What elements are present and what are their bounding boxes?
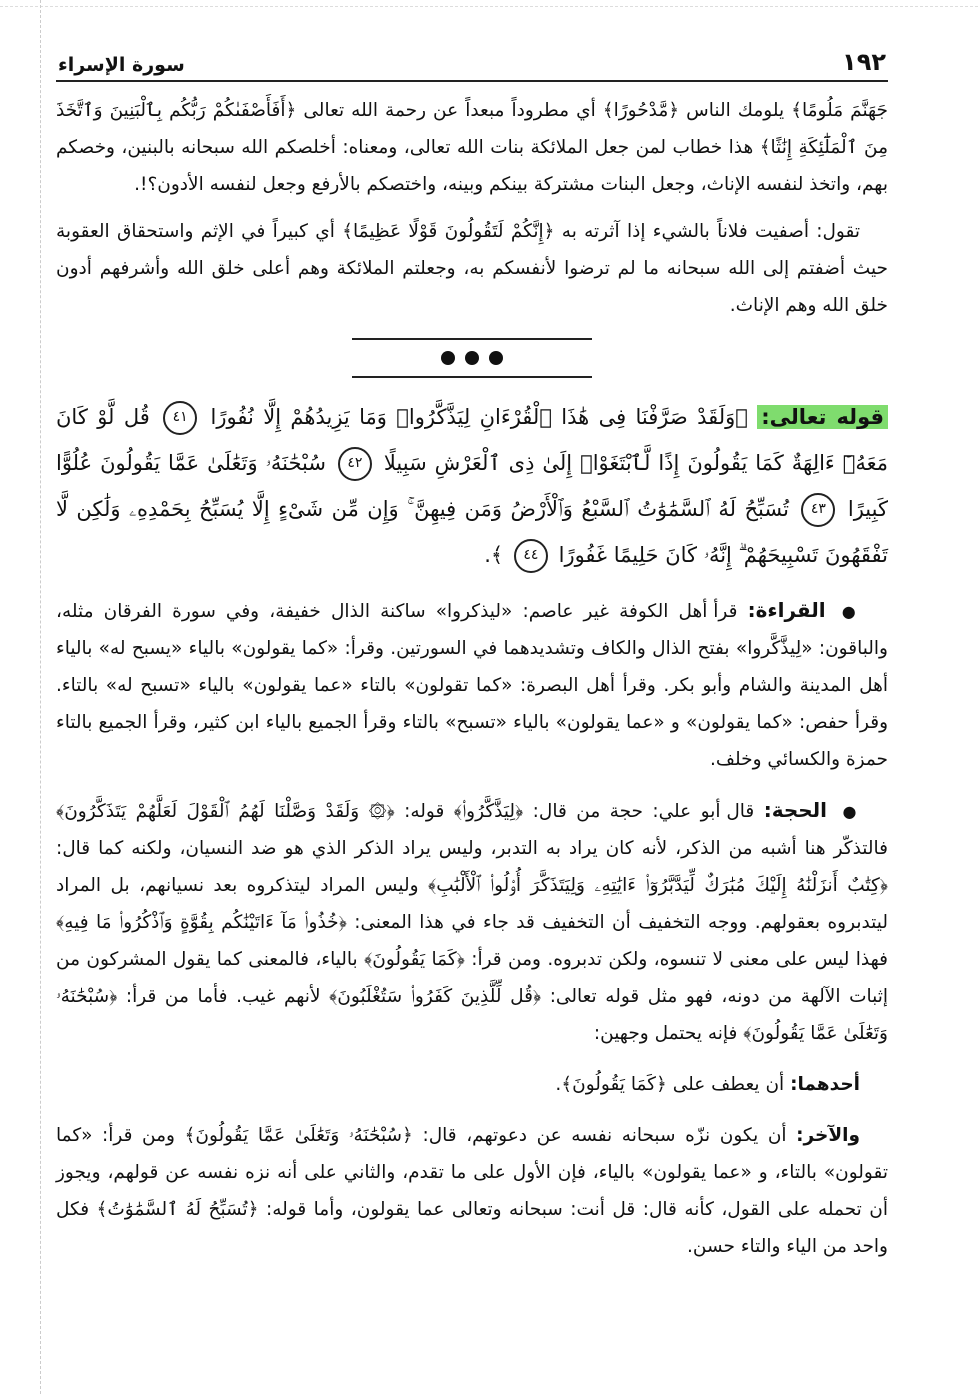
hujja-section <box>56 792 888 1052</box>
verse-text: سُبْحَٰنَهُۥ وَتَعَٰلَىٰ عَمَّا يَقُولُونَ عُلُوًّا كَبِيرًا <box>56 451 888 521</box>
qiraa-text: قرأ أهل الكوفة غير عاصم: «ليذكروا» ساكنة الذال خفيفة، وفي سورة الفرقان مثله، والباقون: «لِيذَّكَّروا» بفتح الذال والكاف وتشديدهما في السورتين. وقرأ: «كما يقولون» بالياء «يسبح له» بالياء أهل المدينة والشام وأبو بكر. وقرأ أهل البصرة: «كما تقولون» بالتاء «عما يقولون» بالياء «تسبح له» بالتاء. وقرأ حفص: «كما يقولون» و «عما يقولون» بالياء «تسبح» بالتاء وقرأ الجميع بالياء ابن كثير، وقرأ الجميع بالتاء حمزة والكسائي وخلف. <box>56 601 888 770</box>
paragraph: جَهَنَّمَ مَلُومًا﴾ يلومك الناس ﴿مَّدْحُورًا﴾ أي مطروداً مبعداً عن رحمة الله تعالى ﴿أَفَأَصْفَىٰكُمْ رَبُّكُم بِٱلْبَنِينَ وَٱتَّخَذَ مِنَ ٱلْمَلَٰٓئِكَةِ إِنَٰثًا﴾ هذا خطاب لمن جعل الملائكة بنات الله تعالى، ومعناه: أخلصكم الله سبحانه بالبنين، وخصكم بهم، واتخذ لنفسه الإناث، وجعل البنات مشتركة بينكم وبينه، واختصكم بالأرفع وجعل لنفسه الأدون؟!. <box>56 100 888 195</box>
verse-text: قُل لَّوْ كَانَ مَعَهُۥٓ ءَالِهَةٌ كَمَا يَقُولُونَ إِذًا لَّٱبْتَغَوْا۟ إِلَىٰ ذِى ٱلْعَرْشِ سَبِيلًا <box>56 405 888 475</box>
separator-dot <box>441 351 455 365</box>
page-left-edge <box>40 0 43 1394</box>
first-aspect <box>56 1066 888 1103</box>
ayah-number-marker: ٤١ <box>163 401 197 435</box>
verse-label: قوله تعالى: <box>757 405 888 429</box>
ayah-number-marker: ٤٣ <box>801 493 835 527</box>
second-aspect-text: أن يكون نزّه سبحانه نفسه عن دعوتهم، قال: ﴿سُبْحَٰنَهُۥ وَتَعَٰلَىٰ عَمَّا يَقُولُونَ﴾ ومن قرأ: «كما تقولون» بالتاء، و «عما يقولون» بالياء، فإن الأول على ما تقدم، والثاني على أنه نزه نفسه عن قولهم، ويجوز أن تحمله على القول، كأنه قال: قل أنت: سبحانه وتعالى عما يقولون، وأما قوله: ﴿تُسَبِّحُ لَهُ ٱلسَّمَٰوَٰتُ﴾ فكل واحد من الياء والتاء حسن. <box>56 1125 888 1257</box>
hujja-label: الحجة: <box>763 798 828 822</box>
separator-dot <box>489 351 503 365</box>
section-separator <box>352 338 592 378</box>
first-aspect-text: أن يعطف على ﴿كَمَا يَقُولُونَ﴾. <box>555 1074 785 1095</box>
verse-text: تُسَبِّحُ لَهُ ٱلسَّمَٰوَٰتُ ٱلسَّبْعُ وَٱلْأَرْضُ وَمَن فِيهِنَّ ۚ وَإِن مِّن شَىْءٍ إِلَّا يُسَبِّحُ بِحَمْدِهِۦ وَلَٰكِن لَّا تَفْقَهُونَ تَسْبِيحَهُمْ ۗ إِنَّهُۥ كَانَ حَلِيمًا غَفُورًا <box>56 497 888 567</box>
paragraph: تقول: أصفيت فلاناً بالشيء إذا آثرته به ﴿إِنَّكُمْ لَتَقُولُونَ قَوْلًا عَظِيمًا﴾ أي كبيراً في الإثم واستحقاق العقوبة حيث أضفتم إلى الله سبحانه ما لم ترضوا لأنفسكم به، وجعلتم الملائكة وهم أعلى خلق الله وأشرفهم أدون خلق الله وهم الإناث. <box>56 221 888 316</box>
second-aspect-label: والآخر: <box>796 1125 860 1146</box>
book-page <box>56 40 888 1265</box>
bullet-icon: ● <box>842 802 860 821</box>
second-aspect <box>56 1117 888 1265</box>
verse-text: ﴿وَلَقَدْ صَرَّفْنَا فِى هَٰذَا ٱلْقُرْءَانِ لِيَذَّكَّرُوا۟ وَمَا يَزِيدُهُمْ إِلَّا نُفُورًا <box>210 405 748 429</box>
quran-verse-block <box>56 394 888 578</box>
page-header <box>56 40 888 82</box>
first-aspect-label: أحدهما: <box>790 1074 860 1095</box>
surah-title: سورة الإسراء <box>58 54 185 76</box>
bullet-icon: ● <box>841 602 860 621</box>
separator-dot <box>465 351 479 365</box>
ayah-number-marker: ٤٢ <box>338 447 372 481</box>
ayah-number-marker: ٤٤ <box>514 539 548 573</box>
page-number: ١٩٢ <box>842 48 886 76</box>
hujja-text: قال أبو علي: حجة من قال: ﴿لِيَذَّكَّرُوا۟﴾ قوله: ﴿۞ وَلَقَدْ وَصَّلْنَا لَهُمُ ٱلْقَوْلَ لَعَلَّهُمْ يَتَذَكَّرُونَ﴾ فالتذكّر هنا أشبه من الذكر، لأنه كان يراد به التدبر، وليس يراد الذكر الذي هو ضد النسيان، ولكنه كما قال: ﴿كِتَٰبٌ أَنزَلْنَٰهُ إِلَيْكَ مُبَٰرَكٌ لِّيَدَّبَّرُوٓا۟ ءَايَٰتِهِۦ وَلِيَتَذَكَّرَ أُو۟لُوا۟ ٱلْأَلْبَٰبِ﴾ وليس المراد ليتذكروه بعد نسيانهم، بل المراد ليتدبروه بعقولهم. ووجه التخفيف أن التخفيف قد جاء في هذا المعنى: ﴿خُذُوا۟ مَآ ءَاتَيْنَٰكُم بِقُوَّةٍ وَٱذْكُرُوا۟ مَا فِيهِ﴾ فهذا ليس على معنى لا تنسوه، ولكن تدبروه. ومن قرأ: ﴿كَمَا يَقُولُونَ﴾ بالياء، فالمعنى كما يقول المشركون من إثبات الآلهة من دونه، فهو مثل قوله تعالى: ﴿قُل لِّلَّذِينَ كَفَرُوا۟ سَتُغْلَبُونَ﴾ لأنهم غيب. فأما من قرأ: ﴿سُبْحَٰنَهُۥ وَتَعَٰلَىٰ عَمَّا يَقُولُونَ﴾ فإنه يحتمل وجهين: <box>56 801 888 1044</box>
verse-text: ﴾. <box>484 543 504 567</box>
qiraa-label: القراءة: <box>747 598 826 622</box>
page-top-edge <box>0 6 978 8</box>
qiraa-section <box>56 592 888 778</box>
